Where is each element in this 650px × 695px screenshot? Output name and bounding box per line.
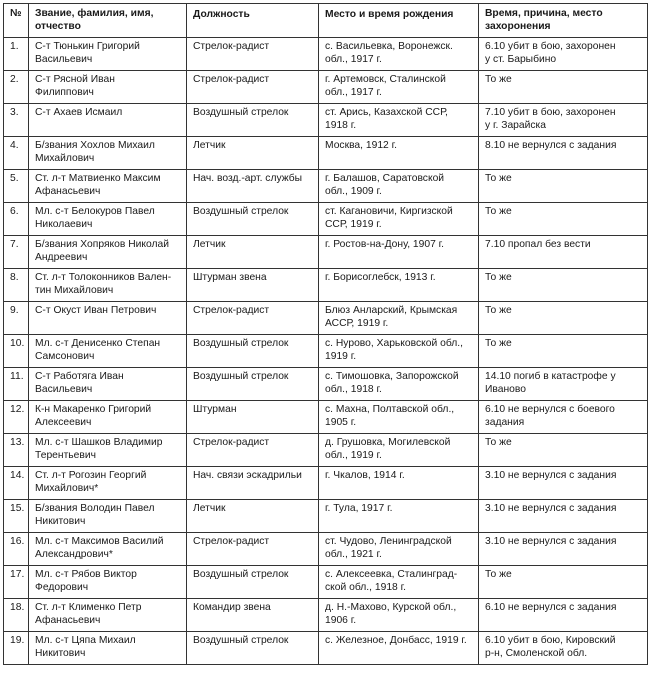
cell-fate: 7.10 пропал без вести <box>479 236 648 269</box>
header-num: № <box>4 4 29 38</box>
cell-position: Воздушный стрелок <box>187 368 319 401</box>
cell-fate: 14.10 погиб в катастрофе у Иваново <box>479 368 648 401</box>
cell-name: Б/звания Хохлов Михаил Михайлович <box>29 137 187 170</box>
cell-position: Воздушный стрелок <box>187 203 319 236</box>
header-name: Звание, фамилия, имя, отчество <box>29 4 187 38</box>
cell-birth: с. Тимошовка, Запорожской обл., 1918 г. <box>319 368 479 401</box>
cell-name: Б/звания Володин Павел Никитович <box>29 500 187 533</box>
cell-num: 13. <box>4 434 29 467</box>
cell-birth: с. Махна, Полтавской обл., 1905 г. <box>319 401 479 434</box>
table-row <box>4 236 648 269</box>
cell-num: 2. <box>4 71 29 104</box>
cell-birth: г. Тула, 1917 г. <box>319 500 479 533</box>
cell-num: 15. <box>4 500 29 533</box>
cell-num: 9. <box>4 302 29 335</box>
table-row <box>4 104 648 137</box>
table-row <box>4 335 648 368</box>
header-fate: Время, причина, место захоронения <box>479 4 648 38</box>
cell-birth: г. Артемовск, Сталинской обл., 1917 г. <box>319 71 479 104</box>
cell-name: К-н Макаренко Григорий Алексеевич <box>29 401 187 434</box>
cell-position: Командир звена <box>187 599 319 632</box>
cell-birth: Москва, 1912 г. <box>319 137 479 170</box>
cell-num: 1. <box>4 38 29 71</box>
header-row <box>4 4 648 38</box>
cell-fate: 3.10 не вернулся с задания <box>479 500 648 533</box>
cell-fate: То же <box>479 170 648 203</box>
cell-name: Ст. л-т Толоконников Вален- тин Михайлович <box>29 269 187 302</box>
cell-position: Стрелок-радист <box>187 434 319 467</box>
cell-position: Штурман звена <box>187 269 319 302</box>
table-row <box>4 632 648 665</box>
cell-position: Нач. связи эскадрильи <box>187 467 319 500</box>
cell-fate: 6.10 убит в бою, Кировский р-н, Смоленской обл. <box>479 632 648 665</box>
cell-num: 4. <box>4 137 29 170</box>
cell-birth: с. Железное, Донбасс, 1919 г. <box>319 632 479 665</box>
cell-position: Летчик <box>187 137 319 170</box>
cell-num: 18. <box>4 599 29 632</box>
header-position: Должность <box>187 4 319 38</box>
cell-name: Мл. с-т Белокуров Павел Николаевич <box>29 203 187 236</box>
cell-fate: То же <box>479 203 648 236</box>
cell-num: 5. <box>4 170 29 203</box>
cell-fate: 3.10 не вернулся с задания <box>479 533 648 566</box>
cell-birth: Блюз Анларский, Крымская АССР, 1919 г. <box>319 302 479 335</box>
cell-name: С-т Ахаев Исмаил <box>29 104 187 137</box>
header-birth: Место и время рождения <box>319 4 479 38</box>
casualty-table <box>3 3 648 665</box>
table-row <box>4 137 648 170</box>
table-body <box>4 38 648 665</box>
cell-position: Нач. возд.-арт. службы <box>187 170 319 203</box>
cell-birth: д. Н.-Махово, Курской обл., 1906 г. <box>319 599 479 632</box>
cell-birth: с. Васильевка, Воронежск. обл., 1917 г. <box>319 38 479 71</box>
cell-name: Ст. л-т Матвиенко Максим Афанасьевич <box>29 170 187 203</box>
cell-birth: ст. Чудово, Ленинградской обл., 1921 г. <box>319 533 479 566</box>
cell-position: Штурман <box>187 401 319 434</box>
table-row <box>4 269 648 302</box>
cell-fate: То же <box>479 269 648 302</box>
table-row <box>4 401 648 434</box>
cell-birth: ст. Арись, Казахской ССР, 1918 г. <box>319 104 479 137</box>
table-header <box>4 4 648 38</box>
cell-fate: 8.10 не вернулся с задания <box>479 137 648 170</box>
cell-position: Летчик <box>187 236 319 269</box>
cell-position: Стрелок-радист <box>187 533 319 566</box>
cell-num: 7. <box>4 236 29 269</box>
cell-name: Б/звания Хопряков Николай Андреевич <box>29 236 187 269</box>
cell-fate: То же <box>479 566 648 599</box>
cell-position: Стрелок-радист <box>187 38 319 71</box>
cell-num: 3. <box>4 104 29 137</box>
cell-num: 10. <box>4 335 29 368</box>
cell-fate: 7.10 убит в бою, захоронен у г. Зарайска <box>479 104 648 137</box>
cell-num: 14. <box>4 467 29 500</box>
cell-num: 19. <box>4 632 29 665</box>
cell-position: Воздушный стрелок <box>187 632 319 665</box>
cell-name: С-т Рясной Иван Филиппович <box>29 71 187 104</box>
table-row <box>4 203 648 236</box>
cell-position: Воздушный стрелок <box>187 566 319 599</box>
cell-fate: То же <box>479 335 648 368</box>
cell-birth: г. Чкалов, 1914 г. <box>319 467 479 500</box>
cell-birth: г. Борисоглебск, 1913 г. <box>319 269 479 302</box>
cell-fate: То же <box>479 302 648 335</box>
cell-name: Ст. л-т Рогозин Георгий Михайлович* <box>29 467 187 500</box>
cell-name: Мл. с-т Рябов Виктор Федорович <box>29 566 187 599</box>
table-row <box>4 38 648 71</box>
cell-position: Воздушный стрелок <box>187 104 319 137</box>
cell-position: Стрелок-радист <box>187 71 319 104</box>
cell-birth: д. Грушовка, Могилевской обл., 1919 г. <box>319 434 479 467</box>
cell-name: Мл. с-т Денисенко Степан Самсонович <box>29 335 187 368</box>
cell-position: Стрелок-радист <box>187 302 319 335</box>
cell-name: Мл. с-т Цяпа Михаил Никитович <box>29 632 187 665</box>
cell-name: С-т Тюнькин Григорий Васильевич <box>29 38 187 71</box>
cell-fate: 6.10 не вернулся с боевого задания <box>479 401 648 434</box>
cell-fate: 3.10 не вернулся с задания <box>479 467 648 500</box>
cell-num: 12. <box>4 401 29 434</box>
table-row <box>4 467 648 500</box>
cell-birth: г. Балашов, Саратовской обл., 1909 г. <box>319 170 479 203</box>
cell-num: 11. <box>4 368 29 401</box>
table-row <box>4 566 648 599</box>
cell-name: С-т Окуст Иван Петрович <box>29 302 187 335</box>
table-row <box>4 71 648 104</box>
cell-position: Летчик <box>187 500 319 533</box>
table-row <box>4 500 648 533</box>
cell-birth: с. Алексеевка, Сталинград- ской обл., 1918 г. <box>319 566 479 599</box>
table-row <box>4 368 648 401</box>
cell-num: 8. <box>4 269 29 302</box>
cell-birth: ст. Кагановичи, Киргизской ССР, 1919 г. <box>319 203 479 236</box>
cell-birth: г. Ростов-на-Дону, 1907 г. <box>319 236 479 269</box>
cell-position: Воздушный стрелок <box>187 335 319 368</box>
table-row <box>4 302 648 335</box>
cell-name: Ст. л-т Клименко Петр Афанасьевич <box>29 599 187 632</box>
table-row <box>4 599 648 632</box>
cell-fate: 6.10 не вернулся с задания <box>479 599 648 632</box>
table-row <box>4 533 648 566</box>
cell-fate: 6.10 убит в бою, захоронен у ст. Барыбино <box>479 38 648 71</box>
cell-birth: с. Нурово, Харьковской обл., 1919 г. <box>319 335 479 368</box>
cell-name: С-т Работяга Иван Васильевич <box>29 368 187 401</box>
table-row <box>4 434 648 467</box>
cell-num: 6. <box>4 203 29 236</box>
cell-num: 17. <box>4 566 29 599</box>
cell-name: Мл. с-т Максимов Василий Александрович* <box>29 533 187 566</box>
cell-name: Мл. с-т Шашков Владимир Терентьевич <box>29 434 187 467</box>
cell-num: 16. <box>4 533 29 566</box>
cell-fate: То же <box>479 71 648 104</box>
cell-fate: То же <box>479 434 648 467</box>
table-row <box>4 170 648 203</box>
